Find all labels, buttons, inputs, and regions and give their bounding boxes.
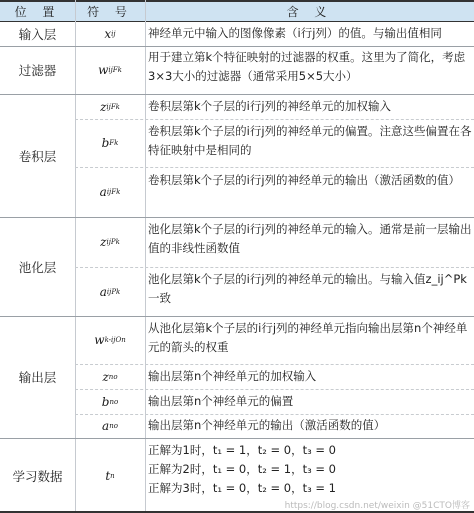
solution-3: 正解为3时，t₁ = 0，t₂ = 0，t₃ = 1 bbox=[148, 481, 336, 495]
layer-output: 输出层 bbox=[18, 370, 57, 385]
symbol-learn: t n bbox=[105, 468, 115, 483]
symbol-out-a: a n o bbox=[102, 419, 118, 433]
table-header bbox=[0, 0, 474, 22]
symbol-pool-z: z ij Pk bbox=[100, 235, 120, 249]
symbol-filter: w ij Fk bbox=[98, 63, 122, 77]
desc-pool-z: 池化层第k个子层的i行j列的神经单元的输入。通常是前一层输出值的非线性函数值 bbox=[148, 222, 472, 255]
layer-learn: 学习数据 bbox=[12, 468, 63, 484]
desc-out-a: 输出层第n个神经单元的输出（激活函数的值） bbox=[148, 418, 386, 432]
symbol-out-b: b n o bbox=[101, 394, 119, 409]
desc-pool-a: 池化层第k个子层的i行j列的神经单元的输出。与输入值z_ij^Pk一致 bbox=[148, 272, 467, 305]
symbol-conv-z: z ij Fk bbox=[100, 99, 120, 114]
header-symbol: 符 号 bbox=[87, 5, 133, 19]
layer-filter: 过滤器 bbox=[18, 63, 57, 78]
solution-1: 正解为1时，t₁ = 1，t₂ = 0，t₃ = 0 bbox=[148, 443, 336, 457]
column-divider bbox=[145, 0, 146, 513]
desc-out-w: 从池化层第k个子层的i行j列的神经单元指向输出层第n个神经单元的箭头的权重 bbox=[148, 321, 468, 354]
desc-learn bbox=[148, 441, 472, 498]
header-layer: 位 置 bbox=[14, 5, 61, 19]
header-meaning: 含 义 bbox=[286, 5, 333, 19]
symbol-out-w: w k-ij On bbox=[94, 333, 126, 347]
symbol-conv-a: a ij Fk bbox=[99, 185, 121, 199]
desc-conv-a: 卷积层第k个子层的i行j列的神经单元的输出（激活函数的值） bbox=[148, 173, 461, 187]
desc-filter: 用于建立第k个特征映射的过滤器的权重。这里为了简化，考虑3×3大小的过滤器（通常采用5×5大小） bbox=[148, 50, 466, 83]
watermark: https://blog.csdn.net/weixin @51CTO博客 bbox=[284, 501, 470, 511]
desc-conv-b: 卷积层第k个子层的i行j列的神经单元的偏置。注意这些偏置在各特征映射中是相同的 bbox=[148, 124, 472, 157]
layer-input: 输入层 bbox=[18, 27, 57, 42]
desc-out-z: 输出层第n个神经单元的加权输入 bbox=[148, 369, 317, 383]
symbol-conv-b: b Fk bbox=[101, 136, 119, 150]
desc-conv-z: 卷积层第k个子层的i行j列的神经单元的加权输入 bbox=[148, 99, 392, 113]
desc-out-b: 输出层第n个神经单元的偏置 bbox=[148, 394, 294, 408]
solution-2: 正解为2时，t₁ = 0，t₂ = 1，t₃ = 0 bbox=[148, 462, 336, 476]
desc-input: 神经单元中输入的图像像素（i行j列）的值。与输出值相同 bbox=[148, 26, 442, 40]
symbol-input: x ij bbox=[104, 27, 116, 41]
layer-conv: 卷积层 bbox=[18, 148, 57, 164]
symbol-out-z: z n o bbox=[102, 369, 118, 384]
symbol-pool-a: a ij Pk bbox=[99, 284, 121, 299]
layer-pool: 池化层 bbox=[18, 259, 57, 275]
